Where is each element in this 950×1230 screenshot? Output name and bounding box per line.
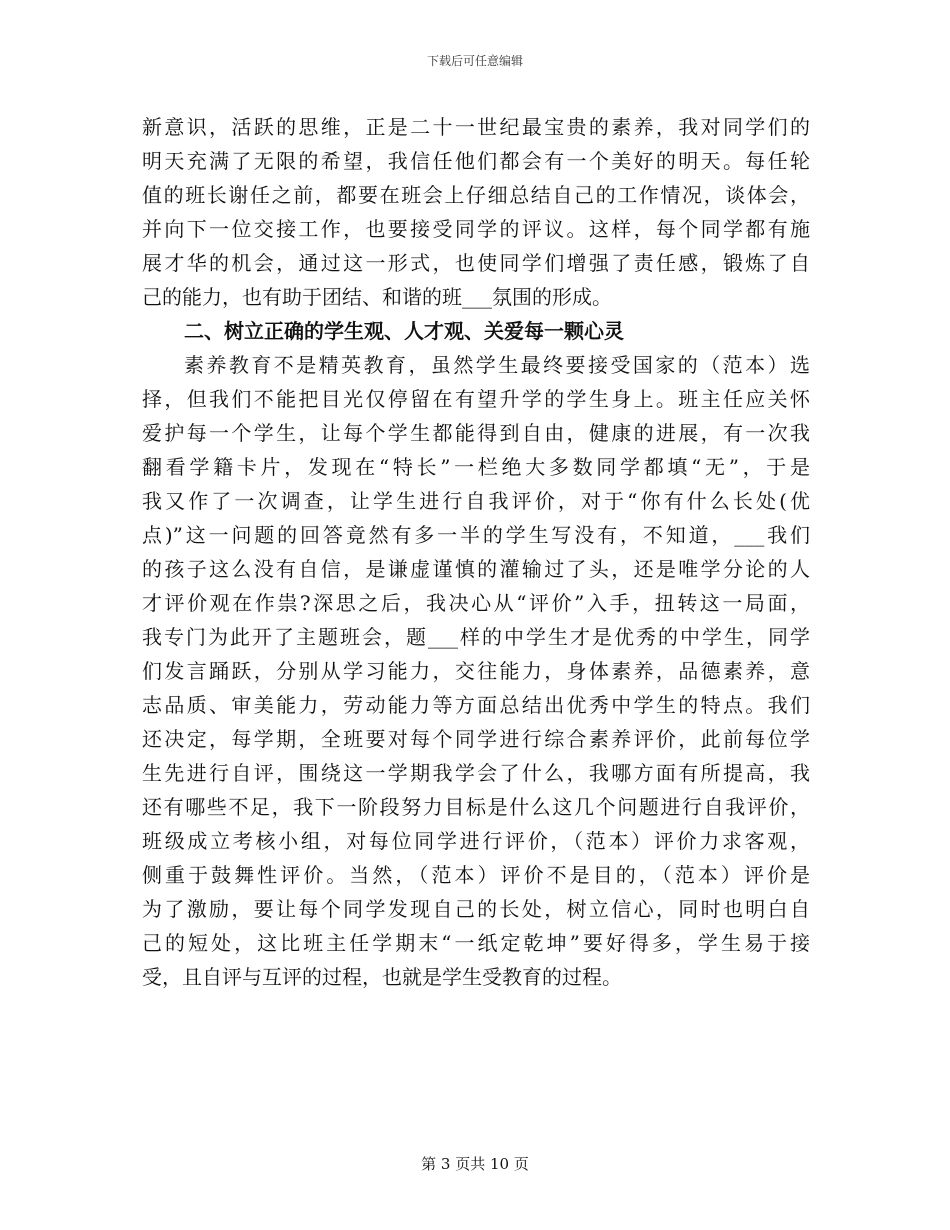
text-line: 我又作了一次调查，让学生进行自我评价，对于“你有什么长处(优 bbox=[142, 489, 810, 513]
text-line: 己的能力，也有助于团结、和谐的班___氛围的形成。 bbox=[142, 285, 612, 309]
text-line: 受，且自评与互评的过程，也就是学生受教育的过程。 bbox=[142, 965, 622, 989]
text-line: 们发言踊跃，分别从学习能力，交往能力，身体素养，品德素养，意 bbox=[142, 659, 810, 683]
paragraph-2 bbox=[142, 348, 810, 994]
text-line: 爱护每一个学生，让每个学生都能得到自由，健康的进展，有一次我 bbox=[142, 421, 810, 445]
text-line: 明天充满了无限的希望，我信任他们都会有一个美好的明天。每任轮 bbox=[142, 149, 810, 173]
text-line: 择，但我们不能把目光仅停留在有望升学的学生身上。班主任应关怀 bbox=[142, 387, 810, 411]
text-line: 还有哪些不足，我下一阶段努力目标是什么这几个问题进行自我评价， bbox=[142, 795, 810, 819]
text-line: 素养教育不是精英教育，虽然学生最终要接受国家的（范本）选 bbox=[184, 353, 810, 377]
document-body bbox=[142, 110, 810, 994]
text-line: 点)”这一问题的回答竟然有多一半的学生写没有，不知道，___我们 bbox=[142, 523, 810, 547]
text-line: 的孩子这么没有自信，是谦虚谨慎的灌输过了头，还是唯学分论的人 bbox=[142, 557, 810, 581]
section-heading: 二、树立正确的学生观、人才观、关爱每一颗心灵 bbox=[184, 319, 624, 343]
text-line: 班级成立考核小组，对每位同学进行评价，（范本）评价力求客观， bbox=[142, 829, 810, 853]
page-footer: 第 3 页共 10 页 bbox=[421, 1155, 529, 1173]
text-line: 志品质、审美能力，劳动能力等方面总结出优秀中学生的特点。我们 bbox=[142, 693, 810, 717]
text-line: 翻看学籍卡片，发现在“特长”一栏绝大多数同学都填“无”，于是 bbox=[142, 455, 810, 479]
text-line: 展才华的机会，通过这一形式，也使同学们增强了责任感，锻炼了自 bbox=[142, 251, 810, 275]
page-header: 下载后可任意编辑 bbox=[426, 54, 523, 68]
text-line: 我专门为此开了主题班会，题___样的中学生才是优秀的中学生，同学 bbox=[142, 625, 810, 649]
text-line: 值的班长谢任之前，都要在班会上仔细总结自己的工作情况，谈体会， bbox=[142, 183, 810, 207]
paragraph-1 bbox=[142, 110, 810, 314]
text-line: 还决定，每学期，全班要对每个同学进行综合素养评价，此前每位学 bbox=[142, 727, 810, 751]
text-line: 侧重于鼓舞性评价。当然，（范本）评价不是目的，（范本）评价是 bbox=[142, 863, 810, 887]
text-line: 为了激励，要让每个同学发现自己的长处，树立信心，同时也明白自 bbox=[142, 897, 810, 921]
text-line: 生先进行自评，围绕这一学期我学会了什么，我哪方面有所提高，我 bbox=[142, 761, 810, 785]
text-line: 己的短处，这比班主任学期末“一纸定乾坤”要好得多，学生易于接 bbox=[142, 931, 810, 955]
text-line: 并向下一位交接工作，也要接受同学的评议。这样，每个同学都有施 bbox=[142, 217, 810, 241]
text-line: 才评价观在作祟?深思之后，我决心从“评价”入手，扭转这一局面， bbox=[142, 591, 810, 615]
text-line: 新意识，活跃的思维，正是二十一世纪最宝贵的素养，我对同学们的 bbox=[142, 115, 810, 139]
